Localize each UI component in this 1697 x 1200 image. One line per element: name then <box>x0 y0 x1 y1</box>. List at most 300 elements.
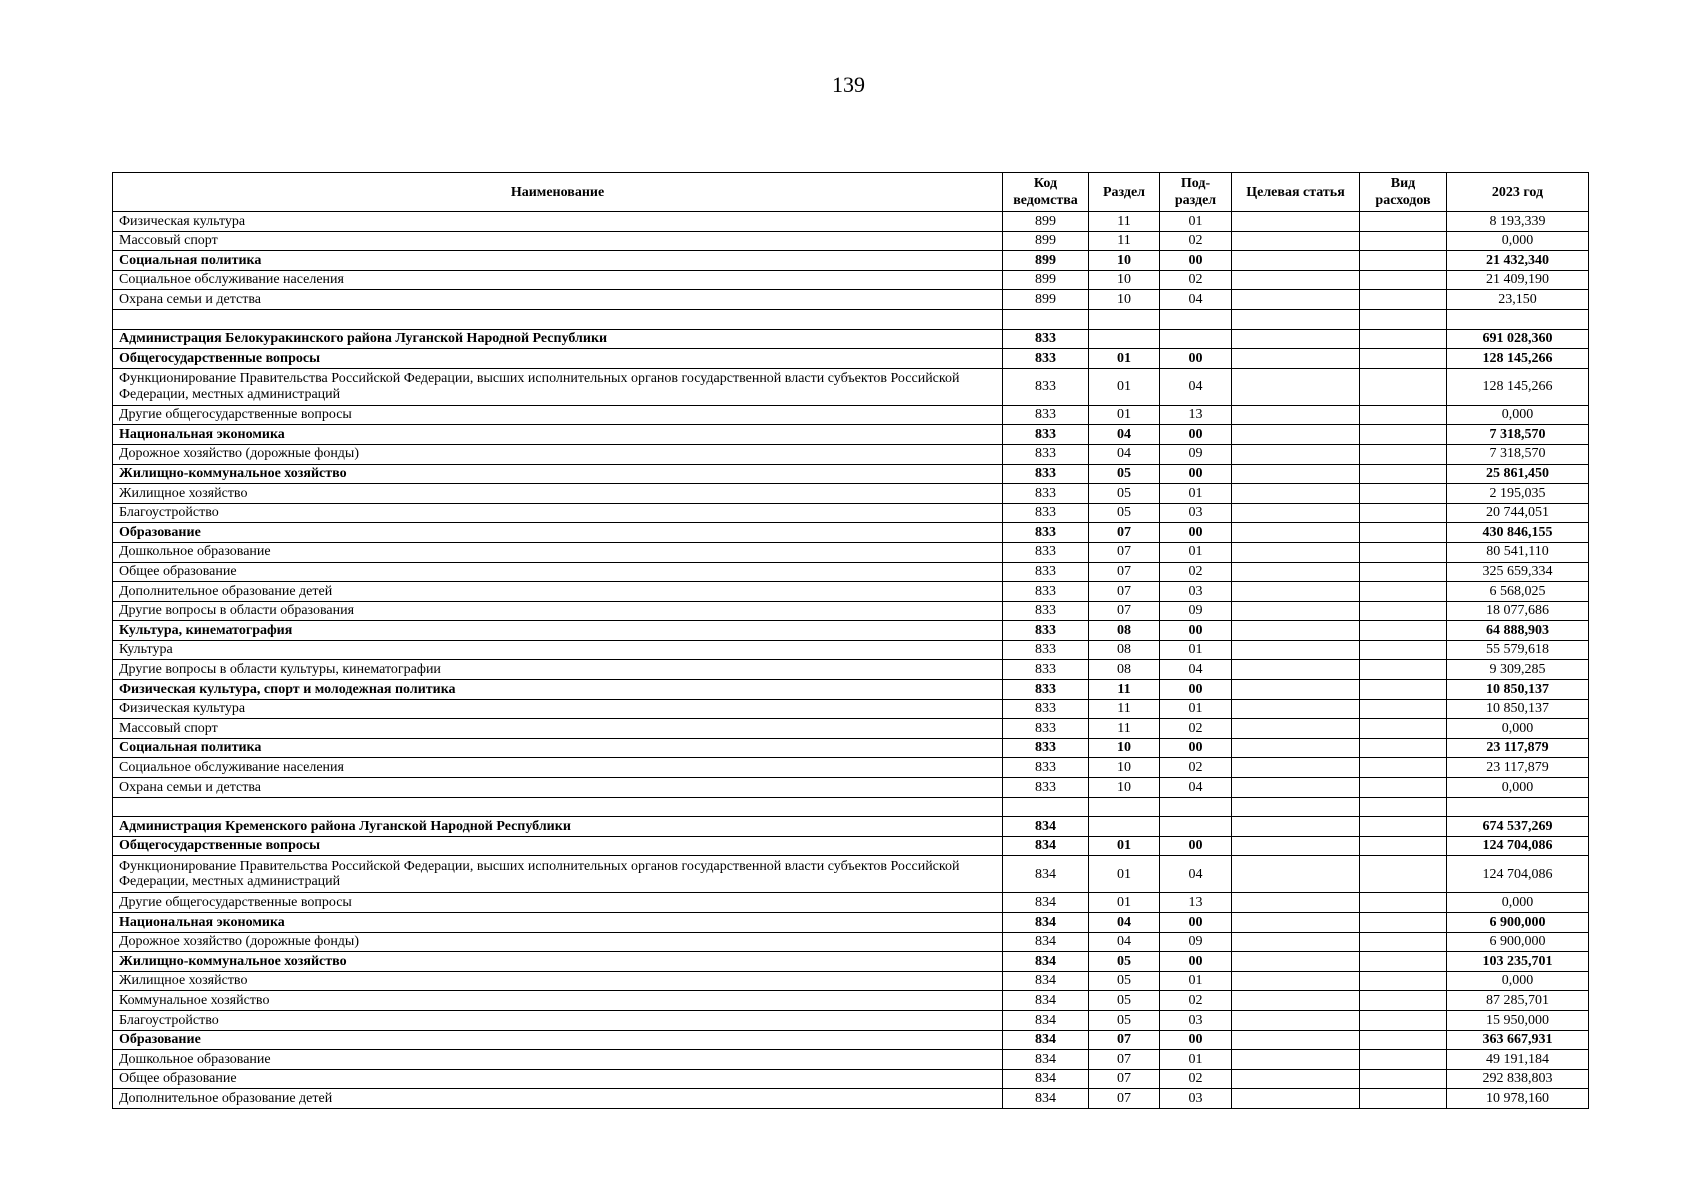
table-row <box>113 817 1589 837</box>
cell-subsection: 00 <box>1160 680 1232 700</box>
cell-subsection: 04 <box>1160 660 1232 680</box>
table-row <box>113 738 1589 758</box>
cell-name: Социальное обслуживание населения <box>113 758 1003 778</box>
cell-section: 10 <box>1089 270 1160 290</box>
cell-amount: 49 191,184 <box>1447 1050 1589 1070</box>
cell-amount: 363 667,931 <box>1447 1030 1589 1050</box>
cell-subsection: 00 <box>1160 1030 1232 1050</box>
table-row <box>113 349 1589 369</box>
cell-section: 10 <box>1089 290 1160 310</box>
cell-section: 07 <box>1089 1050 1160 1070</box>
cell-section: 08 <box>1089 640 1160 660</box>
cell-dept-code: 833 <box>1003 484 1089 504</box>
budget-table <box>112 172 1589 1109</box>
cell-target-article <box>1232 991 1360 1011</box>
cell-target-article <box>1232 797 1360 817</box>
cell-amount: 87 285,701 <box>1447 991 1589 1011</box>
cell-amount: 7 318,570 <box>1447 425 1589 445</box>
table-row <box>113 309 1589 329</box>
table-row <box>113 991 1589 1011</box>
cell-expense-type <box>1360 640 1447 660</box>
cell-target-article <box>1232 464 1360 484</box>
cell-expense-type <box>1360 1030 1447 1050</box>
cell-target-article <box>1232 952 1360 972</box>
table-row <box>113 290 1589 310</box>
cell-subsection: 04 <box>1160 368 1232 405</box>
cell-expense-type <box>1360 601 1447 621</box>
table-row <box>113 542 1589 562</box>
cell-expense-type <box>1360 758 1447 778</box>
cell-target-article <box>1232 484 1360 504</box>
cell-target-article <box>1232 405 1360 425</box>
cell-dept-code: 833 <box>1003 523 1089 543</box>
cell-expense-type <box>1360 212 1447 232</box>
cell-dept-code: 833 <box>1003 660 1089 680</box>
cell-subsection: 01 <box>1160 971 1232 991</box>
cell-amount: 21 432,340 <box>1447 251 1589 271</box>
cell-target-article <box>1232 932 1360 952</box>
cell-name: Жилищно-коммунальное хозяйство <box>113 952 1003 972</box>
cell-dept-code: 833 <box>1003 464 1089 484</box>
cell-dept-code: 833 <box>1003 368 1089 405</box>
table-row <box>113 1030 1589 1050</box>
cell-section: 11 <box>1089 719 1160 739</box>
cell-name: Массовый спорт <box>113 719 1003 739</box>
cell-target-article <box>1232 1089 1360 1109</box>
cell-dept-code: 833 <box>1003 680 1089 700</box>
cell-section: 07 <box>1089 1089 1160 1109</box>
cell-section: 05 <box>1089 971 1160 991</box>
cell-amount: 21 409,190 <box>1447 270 1589 290</box>
cell-target-article <box>1232 562 1360 582</box>
cell-dept-code: 834 <box>1003 817 1089 837</box>
cell-section: 07 <box>1089 562 1160 582</box>
cell-name: Общее образование <box>113 562 1003 582</box>
cell-section: 04 <box>1089 425 1160 445</box>
cell-expense-type <box>1360 503 1447 523</box>
cell-name: Общегосударственные вопросы <box>113 349 1003 369</box>
cell-dept-code: 834 <box>1003 952 1089 972</box>
cell-section: 07 <box>1089 601 1160 621</box>
cell-dept-code: 833 <box>1003 329 1089 349</box>
cell-target-article <box>1232 231 1360 251</box>
cell-dept-code: 834 <box>1003 893 1089 913</box>
cell-target-article <box>1232 270 1360 290</box>
cell-target-article <box>1232 971 1360 991</box>
cell-name: Культура, кинематография <box>113 621 1003 641</box>
cell-section: 05 <box>1089 503 1160 523</box>
cell-expense-type <box>1360 856 1447 893</box>
cell-amount: 55 579,618 <box>1447 640 1589 660</box>
cell-target-article <box>1232 913 1360 933</box>
cell-amount: 80 541,110 <box>1447 542 1589 562</box>
cell-target-article <box>1232 425 1360 445</box>
cell-target-article <box>1232 680 1360 700</box>
cell-section <box>1089 797 1160 817</box>
table-row <box>113 952 1589 972</box>
cell-dept-code: 834 <box>1003 856 1089 893</box>
cell-expense-type <box>1360 778 1447 798</box>
cell-subsection: 01 <box>1160 1050 1232 1070</box>
cell-dept-code: 834 <box>1003 1089 1089 1109</box>
cell-subsection: 00 <box>1160 952 1232 972</box>
cell-name: Физическая культура <box>113 212 1003 232</box>
cell-expense-type <box>1360 309 1447 329</box>
cell-name: Охрана семьи и детства <box>113 290 1003 310</box>
cell-amount: 8 193,339 <box>1447 212 1589 232</box>
cell-dept-code: 834 <box>1003 836 1089 856</box>
cell-section: 11 <box>1089 231 1160 251</box>
cell-section: 10 <box>1089 778 1160 798</box>
cell-subsection: 01 <box>1160 212 1232 232</box>
cell-expense-type <box>1360 699 1447 719</box>
cell-expense-type <box>1360 797 1447 817</box>
table-row <box>113 971 1589 991</box>
cell-dept-code: 899 <box>1003 251 1089 271</box>
cell-section <box>1089 329 1160 349</box>
cell-subsection: 01 <box>1160 484 1232 504</box>
cell-dept-code: 833 <box>1003 444 1089 464</box>
cell-section: 04 <box>1089 932 1160 952</box>
cell-subsection: 00 <box>1160 349 1232 369</box>
cell-amount <box>1447 797 1589 817</box>
cell-section: 05 <box>1089 464 1160 484</box>
cell-dept-code: 833 <box>1003 582 1089 602</box>
cell-expense-type <box>1360 523 1447 543</box>
cell-amount: 10 850,137 <box>1447 699 1589 719</box>
cell-target-article <box>1232 329 1360 349</box>
cell-expense-type <box>1360 1069 1447 1089</box>
cell-subsection <box>1160 797 1232 817</box>
cell-expense-type <box>1360 932 1447 952</box>
cell-subsection: 13 <box>1160 405 1232 425</box>
cell-section: 01 <box>1089 893 1160 913</box>
cell-expense-type <box>1360 738 1447 758</box>
cell-amount: 0,000 <box>1447 231 1589 251</box>
cell-target-article <box>1232 601 1360 621</box>
cell-expense-type <box>1360 1050 1447 1070</box>
table-row <box>113 719 1589 739</box>
cell-amount: 10 978,160 <box>1447 1089 1589 1109</box>
cell-subsection: 00 <box>1160 738 1232 758</box>
cell-target-article <box>1232 1069 1360 1089</box>
cell-amount: 124 704,086 <box>1447 856 1589 893</box>
cell-target-article <box>1232 699 1360 719</box>
cell-expense-type <box>1360 991 1447 1011</box>
cell-name: Другие общегосударственные вопросы <box>113 405 1003 425</box>
cell-subsection: 01 <box>1160 542 1232 562</box>
cell-target-article <box>1232 1010 1360 1030</box>
table-header <box>113 173 1589 212</box>
cell-name: Благоустройство <box>113 503 1003 523</box>
cell-amount: 292 838,803 <box>1447 1069 1589 1089</box>
cell-dept-code: 833 <box>1003 562 1089 582</box>
cell-amount: 691 028,360 <box>1447 329 1589 349</box>
cell-subsection: 02 <box>1160 719 1232 739</box>
cell-amount: 0,000 <box>1447 405 1589 425</box>
cell-subsection: 00 <box>1160 464 1232 484</box>
cell-dept-code: 833 <box>1003 542 1089 562</box>
cell-amount: 23,150 <box>1447 290 1589 310</box>
cell-subsection: 03 <box>1160 503 1232 523</box>
cell-subsection: 04 <box>1160 290 1232 310</box>
cell-target-article <box>1232 309 1360 329</box>
cell-name: Коммунальное хозяйство <box>113 991 1003 1011</box>
table-row <box>113 601 1589 621</box>
cell-name: Дошкольное образование <box>113 1050 1003 1070</box>
cell-subsection: 09 <box>1160 444 1232 464</box>
cell-name: Дорожное хозяйство (дорожные фонды) <box>113 444 1003 464</box>
table-row <box>113 660 1589 680</box>
cell-amount: 128 145,266 <box>1447 368 1589 405</box>
cell-section: 07 <box>1089 1069 1160 1089</box>
cell-target-article <box>1232 444 1360 464</box>
header-year: 2023 год <box>1447 173 1589 212</box>
cell-name: Физическая культура <box>113 699 1003 719</box>
table-row <box>113 893 1589 913</box>
cell-name: Жилищно-коммунальное хозяйство <box>113 464 1003 484</box>
cell-target-article <box>1232 1050 1360 1070</box>
cell-amount: 15 950,000 <box>1447 1010 1589 1030</box>
cell-subsection: 03 <box>1160 582 1232 602</box>
cell-subsection: 02 <box>1160 562 1232 582</box>
cell-amount: 2 195,035 <box>1447 484 1589 504</box>
table-row <box>113 1069 1589 1089</box>
cell-dept-code: 899 <box>1003 231 1089 251</box>
cell-subsection: 00 <box>1160 836 1232 856</box>
cell-name <box>113 797 1003 817</box>
cell-name: Дорожное хозяйство (дорожные фонды) <box>113 932 1003 952</box>
cell-expense-type <box>1360 913 1447 933</box>
cell-section: 01 <box>1089 405 1160 425</box>
cell-expense-type <box>1360 329 1447 349</box>
cell-name <box>113 309 1003 329</box>
cell-amount: 674 537,269 <box>1447 817 1589 837</box>
table-row <box>113 368 1589 405</box>
cell-expense-type <box>1360 349 1447 369</box>
cell-dept-code: 834 <box>1003 1010 1089 1030</box>
cell-subsection: 04 <box>1160 856 1232 893</box>
table-row <box>113 251 1589 271</box>
cell-expense-type <box>1360 1089 1447 1109</box>
cell-section: 10 <box>1089 251 1160 271</box>
table-row <box>113 758 1589 778</box>
cell-name: Функционирование Правительства Российской Федерации, высших исполнительных органов государственной власти субъектов Российской Федерации, местных администраций <box>113 856 1003 893</box>
cell-amount: 128 145,266 <box>1447 349 1589 369</box>
cell-expense-type <box>1360 719 1447 739</box>
cell-target-article <box>1232 523 1360 543</box>
cell-subsection: 00 <box>1160 251 1232 271</box>
cell-expense-type <box>1360 893 1447 913</box>
header-expense-type: Вид расходов <box>1360 173 1447 212</box>
cell-dept-code: 834 <box>1003 991 1089 1011</box>
cell-target-article <box>1232 212 1360 232</box>
table-row <box>113 405 1589 425</box>
cell-amount <box>1447 309 1589 329</box>
table-row <box>113 1050 1589 1070</box>
cell-expense-type <box>1360 464 1447 484</box>
cell-name: Социальная политика <box>113 738 1003 758</box>
cell-amount: 23 117,879 <box>1447 758 1589 778</box>
cell-subsection: 02 <box>1160 991 1232 1011</box>
cell-section: 05 <box>1089 484 1160 504</box>
table-row <box>113 778 1589 798</box>
cell-amount: 325 659,334 <box>1447 562 1589 582</box>
cell-subsection: 02 <box>1160 231 1232 251</box>
cell-section: 07 <box>1089 582 1160 602</box>
cell-subsection: 00 <box>1160 913 1232 933</box>
cell-section: 10 <box>1089 738 1160 758</box>
cell-target-article <box>1232 349 1360 369</box>
cell-expense-type <box>1360 425 1447 445</box>
cell-name: Другие вопросы в области образования <box>113 601 1003 621</box>
cell-dept-code: 834 <box>1003 1050 1089 1070</box>
cell-name: Дошкольное образование <box>113 542 1003 562</box>
cell-dept-code: 834 <box>1003 971 1089 991</box>
cell-dept-code: 833 <box>1003 640 1089 660</box>
cell-section: 07 <box>1089 1030 1160 1050</box>
table-row <box>113 1010 1589 1030</box>
cell-name: Жилищное хозяйство <box>113 971 1003 991</box>
cell-subsection: 13 <box>1160 893 1232 913</box>
cell-target-article <box>1232 660 1360 680</box>
cell-expense-type <box>1360 251 1447 271</box>
cell-dept-code: 833 <box>1003 778 1089 798</box>
table-row <box>113 932 1589 952</box>
cell-section: 01 <box>1089 349 1160 369</box>
cell-subsection <box>1160 817 1232 837</box>
cell-section: 08 <box>1089 660 1160 680</box>
cell-section: 11 <box>1089 212 1160 232</box>
cell-section: 08 <box>1089 621 1160 641</box>
cell-dept-code: 833 <box>1003 699 1089 719</box>
cell-amount: 6 900,000 <box>1447 913 1589 933</box>
table-row <box>113 913 1589 933</box>
header-section: Раздел <box>1089 173 1160 212</box>
cell-target-article <box>1232 738 1360 758</box>
cell-dept-code: 834 <box>1003 1069 1089 1089</box>
cell-dept-code: 833 <box>1003 738 1089 758</box>
cell-name: Физическая культура, спорт и молодежная политика <box>113 680 1003 700</box>
cell-dept-code: 833 <box>1003 503 1089 523</box>
cell-name: Другие вопросы в области культуры, кинематографии <box>113 660 1003 680</box>
cell-name: Охрана семьи и детства <box>113 778 1003 798</box>
cell-section: 01 <box>1089 856 1160 893</box>
cell-subsection: 03 <box>1160 1010 1232 1030</box>
cell-expense-type <box>1360 562 1447 582</box>
table-row <box>113 484 1589 504</box>
cell-expense-type <box>1360 971 1447 991</box>
cell-name: Администрация Белокуракинского района Луганской Народной Республики <box>113 329 1003 349</box>
table-row <box>113 270 1589 290</box>
cell-expense-type <box>1360 542 1447 562</box>
cell-dept-code <box>1003 797 1089 817</box>
table-row <box>113 1089 1589 1109</box>
cell-name: Образование <box>113 523 1003 543</box>
cell-amount: 0,000 <box>1447 893 1589 913</box>
cell-amount: 430 846,155 <box>1447 523 1589 543</box>
cell-name: Массовый спорт <box>113 231 1003 251</box>
cell-name: Другие общегосударственные вопросы <box>113 893 1003 913</box>
cell-amount: 124 704,086 <box>1447 836 1589 856</box>
cell-dept-code: 833 <box>1003 405 1089 425</box>
cell-section: 10 <box>1089 758 1160 778</box>
cell-target-article <box>1232 1030 1360 1050</box>
cell-target-article <box>1232 893 1360 913</box>
cell-target-article <box>1232 368 1360 405</box>
table-row <box>113 329 1589 349</box>
cell-section: 11 <box>1089 680 1160 700</box>
cell-amount: 23 117,879 <box>1447 738 1589 758</box>
cell-section: 04 <box>1089 444 1160 464</box>
table-row <box>113 797 1589 817</box>
cell-section: 05 <box>1089 991 1160 1011</box>
header-dept-code: Код ведомства <box>1003 173 1089 212</box>
cell-dept-code <box>1003 309 1089 329</box>
cell-target-article <box>1232 582 1360 602</box>
cell-amount: 18 077,686 <box>1447 601 1589 621</box>
cell-amount: 10 850,137 <box>1447 680 1589 700</box>
cell-target-article <box>1232 856 1360 893</box>
table-row <box>113 699 1589 719</box>
cell-name: Жилищное хозяйство <box>113 484 1003 504</box>
cell-section: 05 <box>1089 1010 1160 1030</box>
header-target-article: Целевая статья <box>1232 173 1360 212</box>
cell-dept-code: 899 <box>1003 290 1089 310</box>
cell-dept-code: 833 <box>1003 758 1089 778</box>
cell-target-article <box>1232 778 1360 798</box>
cell-amount: 0,000 <box>1447 971 1589 991</box>
cell-subsection: 00 <box>1160 621 1232 641</box>
cell-target-article <box>1232 621 1360 641</box>
cell-expense-type <box>1360 952 1447 972</box>
header-subsection: Под-раздел <box>1160 173 1232 212</box>
cell-expense-type <box>1360 368 1447 405</box>
cell-section: 11 <box>1089 699 1160 719</box>
cell-amount: 25 861,450 <box>1447 464 1589 484</box>
cell-subsection: 01 <box>1160 640 1232 660</box>
cell-section: 01 <box>1089 368 1160 405</box>
cell-amount: 103 235,701 <box>1447 952 1589 972</box>
table-row <box>113 444 1589 464</box>
cell-subsection: 00 <box>1160 425 1232 445</box>
cell-dept-code: 899 <box>1003 270 1089 290</box>
header-row <box>113 173 1589 212</box>
cell-expense-type <box>1360 444 1447 464</box>
cell-dept-code: 834 <box>1003 1030 1089 1050</box>
cell-amount: 64 888,903 <box>1447 621 1589 641</box>
table-row <box>113 640 1589 660</box>
cell-name: Культура <box>113 640 1003 660</box>
cell-subsection: 02 <box>1160 758 1232 778</box>
cell-dept-code: 833 <box>1003 349 1089 369</box>
cell-section: 01 <box>1089 836 1160 856</box>
cell-dept-code: 833 <box>1003 621 1089 641</box>
table-row <box>113 680 1589 700</box>
cell-dept-code: 834 <box>1003 913 1089 933</box>
cell-subsection <box>1160 329 1232 349</box>
cell-name: Общегосударственные вопросы <box>113 836 1003 856</box>
cell-target-article <box>1232 290 1360 310</box>
cell-expense-type <box>1360 836 1447 856</box>
cell-name: Национальная экономика <box>113 913 1003 933</box>
table-row <box>113 621 1589 641</box>
cell-expense-type <box>1360 680 1447 700</box>
cell-expense-type <box>1360 621 1447 641</box>
cell-name: Дополнительное образование детей <box>113 582 1003 602</box>
cell-amount: 6 568,025 <box>1447 582 1589 602</box>
cell-subsection: 09 <box>1160 932 1232 952</box>
